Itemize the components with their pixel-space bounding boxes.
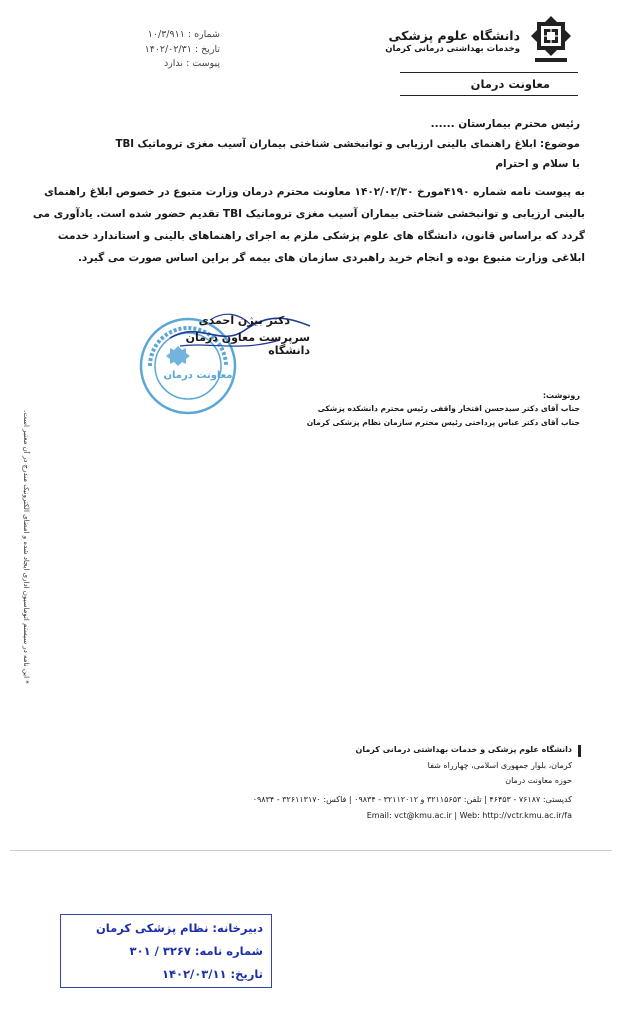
- page-separator: [10, 850, 612, 851]
- side-note-text: * این نامه در سیستم اتوماسیون اداری ایجاد شده و امضای الکترونیک مندرج در آن معتبر است.: [22, 410, 30, 684]
- cc-label: رونوشت:: [542, 391, 580, 400]
- footer-marker: [578, 745, 581, 757]
- letter-meta: [70, 28, 220, 72]
- letter-body: به پیوست نامه شماره ۴۱۹۰مورخ ۱۴۰۲/۰۲/۳۰ معاونت محترم درمان وزارت متبوع در خصوص ابلاغ راهنمای بالینی ارزیابی و توانبخشی شناختی بیماران آسیب مغزی تروماتیک TBI تقدیم حضور شده است. یادآوری می گردد که براساس قانون، دانشگاه های علوم پزشکی ملزم به اجرای راهنماهای بالینی و استاندارد خدمت ابلاغی وزارت متبوع بوده و انجام خرید راهبردی سازمان های بیمه گر براین اساس صورت می گیرد.: [32, 186, 585, 264]
- registry-office: دبیرخانه: نظام پزشکی کرمان: [95, 921, 263, 935]
- signer-title: سرپرست معاون درمان دانشگاه: [185, 331, 310, 357]
- footer-address: کرمان، بلوار جمهوری اسلامی، چهارراه شفا: [427, 761, 572, 770]
- letter-date: تاریخ : ۱۴۰۲/۰۲/۳۱: [144, 43, 220, 55]
- signer-name: دکتر بیژن احمدی: [198, 314, 290, 327]
- registry-letter-number: شماره نامه: ۳۲۶۷ / ۳۰۱: [129, 944, 263, 958]
- university-subtitle: وخدمات بهداشتی درمانی کرمان: [385, 44, 520, 54]
- footer-contact: کدپستی: ۷۶۱۸۷ - ۴۶۴۵۳ | تلفن: ۳۲۱۱۵۶۵۳ و ۳۲۱۱۲۰۱۲ - ۰۹۸۳۴ | فاکس: ۳۲۶۱۱۳۱۷۰ - ۰۹۸۳۴: [252, 795, 572, 804]
- automation-side-note: [22, 410, 44, 684]
- registry-box: [60, 914, 272, 988]
- footer-org: دانشگاه علوم پزشکی و خدمات بهداشتی درمانی کرمان: [355, 745, 572, 754]
- stamp-text: معاونت درمان: [163, 370, 233, 381]
- subject: موضوع: ابلاغ راهنمای بالینی ارزیابی و توانبخشی شناختی بیماران آسیب مغزی تروماتیک TBI: [115, 139, 580, 150]
- registry-date: تاریخ: ۱۴۰۲/۰۳/۱۱: [161, 967, 263, 981]
- recipient: رئیس محترم بیمارستان ......: [430, 118, 580, 130]
- cc-item: جناب آقای دکتر عباس پرداختی رئیس محترم سازمان نظام پزشکی کرمان: [306, 418, 580, 427]
- cc-item: جناب آقای دکتر سیدحسن افتخار واقفی رئیس محترم دانشکده پزشکی: [317, 404, 580, 413]
- department-banner: [400, 72, 578, 96]
- letter-attachment: پیوست : ندارد: [163, 58, 220, 69]
- greeting: با سلام و احترام: [495, 158, 580, 170]
- university-logo: [527, 14, 575, 64]
- letter-number: شماره : ۱۰/۳/۹۱۱: [147, 29, 220, 40]
- university-name: دانشگاه علوم پزشکی: [388, 28, 520, 43]
- department-name: معاونت درمان: [470, 77, 550, 91]
- footer-web: Email: vct@kmu.ac.ir | Web: http://vctr.kmu.ac.ir/fa: [366, 811, 572, 820]
- footer-unit: حوزه معاونت درمان: [505, 776, 572, 785]
